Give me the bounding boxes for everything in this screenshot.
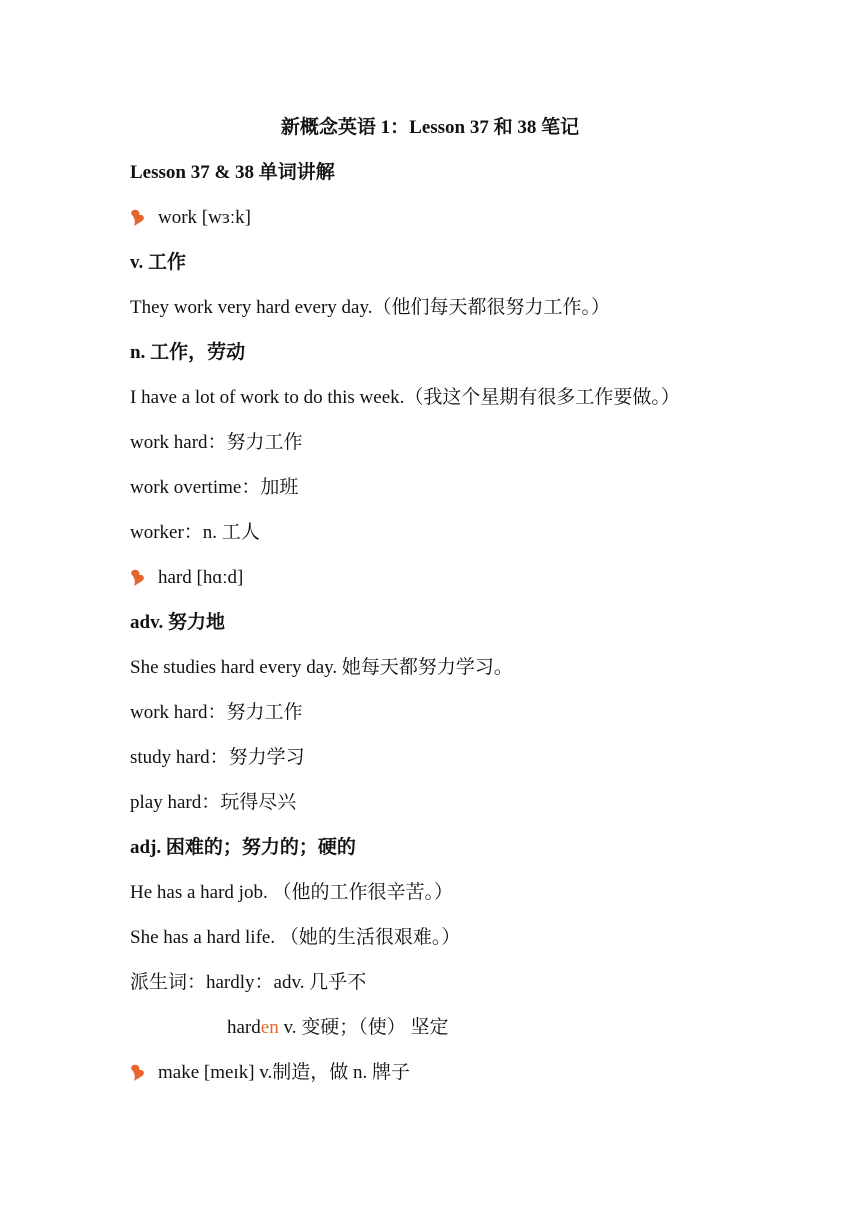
vocab-item-make <box>130 1061 410 1085</box>
orange-heart-bullet-icon <box>130 209 146 227</box>
phrase-line: worker：n. 工人 <box>130 522 260 543</box>
phrase-line: work hard：努力工作 <box>130 702 303 723</box>
derivative-suffix: en <box>260 1017 279 1038</box>
page-title: 新概念英语 1：Lesson 37 和 38 笔记 <box>280 117 580 138</box>
derivative-line: 派生词：hardly：adv. 几乎不 <box>130 972 367 993</box>
pos-heading: adj. 困难的；努力的；硬的 <box>130 837 356 858</box>
section-heading: Lesson 37 & 38 单词讲解 <box>130 162 335 183</box>
phrase-line: work overtime：加班 <box>130 477 299 498</box>
vocab-item-hard <box>130 566 243 590</box>
example-sentence: She studies hard every day. 她每天都努力学习。 <box>130 657 513 678</box>
derivative-stem: hard <box>227 1017 261 1038</box>
example-sentence: She has a hard life. （她的生活很艰难。） <box>130 927 461 948</box>
derivative-meaning: v. 变硬；（使） 坚定 <box>278 1017 449 1038</box>
example-sentence: They work very hard every day.（他们每天都很努力工作。） <box>130 297 611 318</box>
orange-heart-bullet-icon <box>130 1064 146 1082</box>
pos-heading: n. 工作，劳动 <box>130 342 246 363</box>
pos-heading: adv. 努力地 <box>130 612 226 633</box>
example-sentence: I have a lot of work to do this week.（我这个星期有很多工作要做。） <box>130 387 680 408</box>
phrase-line: play hard：玩得尽兴 <box>130 792 297 813</box>
vocab-word: hard [hɑːd] <box>158 567 244 588</box>
phrase-line: study hard：努力学习 <box>130 747 305 768</box>
pos-heading: v. 工作 <box>130 252 186 273</box>
orange-heart-bullet-icon <box>130 569 146 587</box>
vocab-word: work [wɜːk] <box>158 207 251 228</box>
example-sentence: He has a hard job. （他的工作很辛苦。） <box>130 882 453 903</box>
vocab-word: make [meɪk] v.制造，做 n. 牌子 <box>158 1062 411 1083</box>
vocab-item-work <box>130 206 251 230</box>
derivative-line-harden <box>227 1016 448 1040</box>
phrase-line: work hard：努力工作 <box>130 432 303 453</box>
